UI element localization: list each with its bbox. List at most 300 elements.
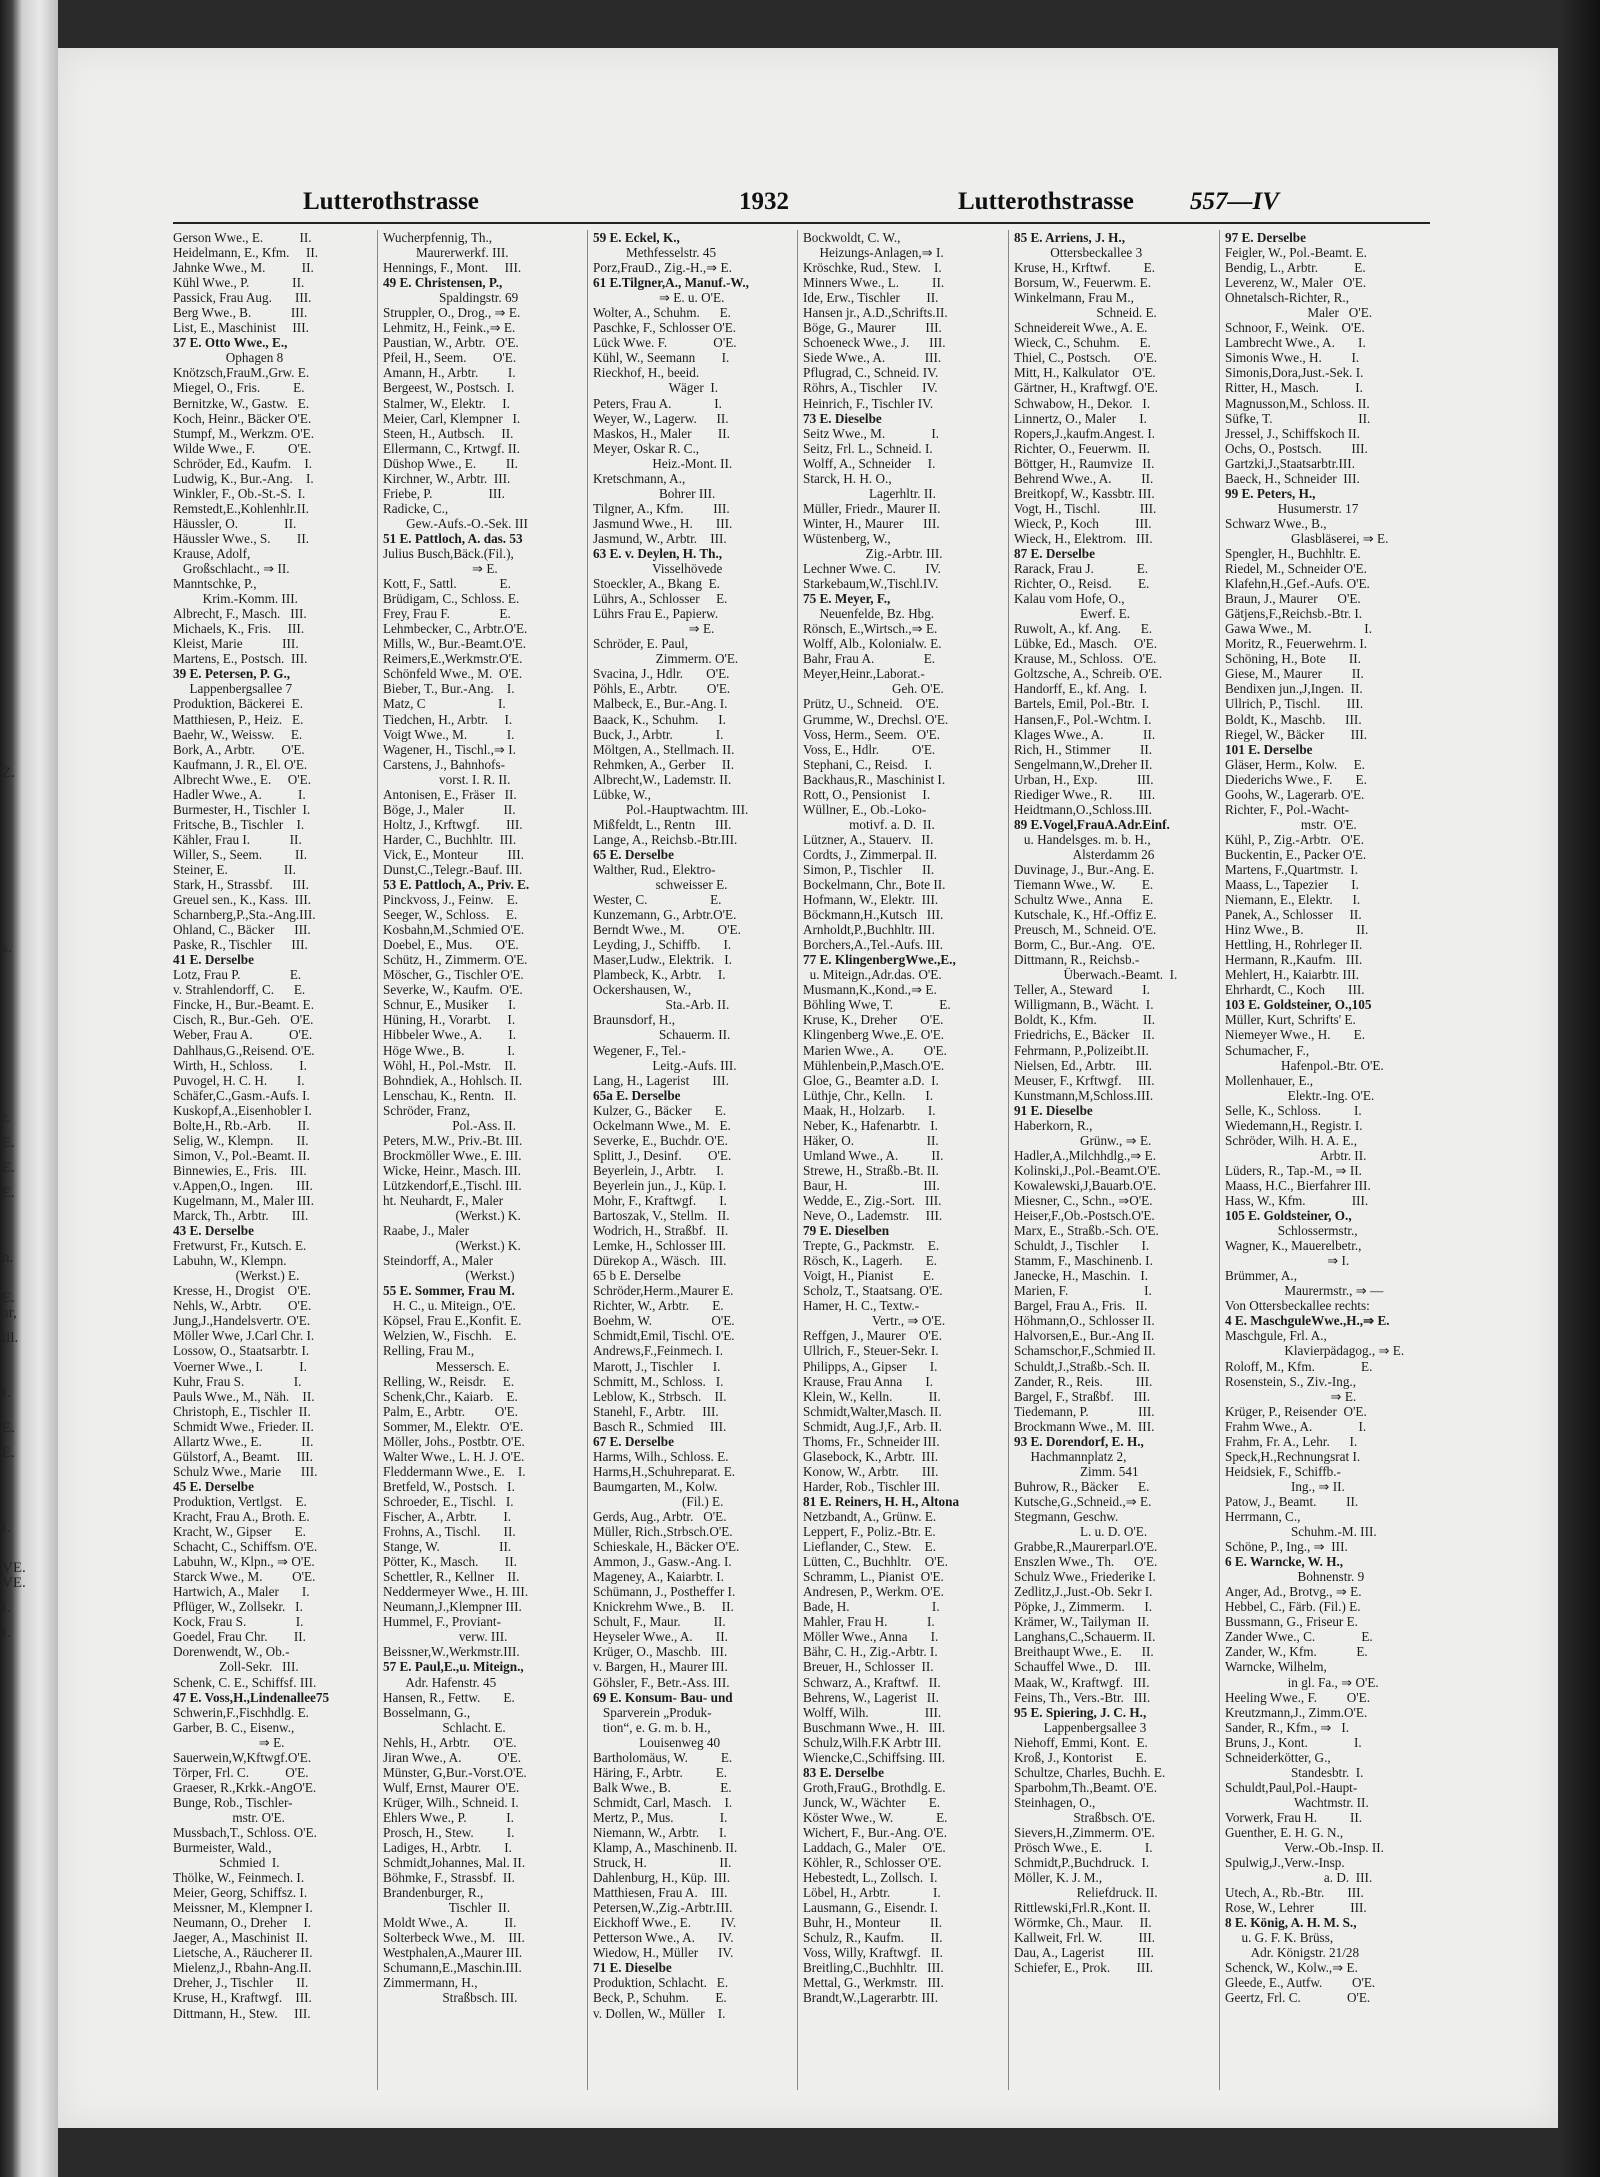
resident-entry: Weyer, W., Lagerw. II. <box>593 410 729 426</box>
resident-entry: Sommer, M., Elektr. O'E. <box>383 1418 524 1434</box>
resident-entry: Kutschale, K., Hf.-Offiz E. <box>1014 907 1157 923</box>
resident-entry: Miesner, C., Schn., ⇒O'E. <box>1014 1193 1153 1208</box>
house-number-heading: 95 E. Spiering, J. C. H., <box>1014 1704 1147 1720</box>
resident-entry: Gleede, E., Autfw. O'E. <box>1225 1975 1376 1991</box>
resident-entry: Borsum, W., Feuerwm. E. <box>1014 275 1151 291</box>
resident-entry: Schenk, C. E., Schiffsf. III. <box>173 1674 317 1690</box>
resident-entry: Wicke, Heinr., Masch. III. <box>383 1162 521 1178</box>
resident-entry: Porz,FrauD., Zig.-H.,⇒ E. <box>593 260 732 276</box>
resident-entry: Hadler,A.,Milchhdlg.,⇒ E. <box>1014 1147 1157 1163</box>
house-number-heading: 87 E. Derselbe <box>1014 545 1095 561</box>
resident-entry: Böge, G., Maurer III. <box>803 320 942 336</box>
resident-entry: Selig, W., Klempn. II. <box>173 1132 309 1148</box>
resident-entry: Riediger Wwe., R. III. <box>1014 786 1156 802</box>
left-margin-fragment: E. <box>2 1135 15 1151</box>
resident-entry: Großschlacht., ⇒ II. <box>173 561 290 577</box>
resident-entry: Jressel, J., Schiffskoch II. <box>1225 425 1360 441</box>
resident-entry: Zimmermann, H., <box>383 1975 478 1991</box>
resident-entry: Pötter, K., Masch. II. <box>383 1554 517 1570</box>
house-number-heading: 61 E.Tilgner,A., Manuf.-W., <box>593 275 749 291</box>
resident-entry: Raabe, J., Maler <box>383 1223 470 1239</box>
resident-entry: Winter, H., Maurer III. <box>803 515 940 531</box>
resident-entry: Starck Wwe., M. O'E. <box>173 1569 316 1585</box>
resident-entry: Bohndiek, A., Hohlsch. II. <box>383 1072 523 1088</box>
resident-entry: Mehlert, H., Kaiarbtr. III. <box>1225 967 1360 983</box>
resident-entry: Behrend Wwe., A. II. <box>1014 470 1154 486</box>
house-number-heading: 105 E. Goldsteiner, O., <box>1225 1208 1352 1224</box>
resident-entry: Reliefdruck. II. <box>1014 1885 1158 1901</box>
resident-entry: Ohland, C., Bäcker III. <box>173 922 311 938</box>
resident-entry: Wolff, A., Schneider I. <box>803 455 936 471</box>
left-margin-fragment: I. <box>2 1520 11 1536</box>
resident-entry: Zoll-Sekr. III. <box>173 1659 299 1675</box>
resident-entry: Carstens, J., Bahnhofs- <box>383 756 505 772</box>
resident-entry: Ullrich, P., Tischl. III. <box>1225 696 1364 712</box>
resident-entry: Relling, Frau M., <box>383 1343 475 1359</box>
resident-entry: Stamm, F., Maschinenb. I. <box>1014 1253 1153 1269</box>
resident-entry: Backhaus,R., Maschinist I. <box>803 771 946 787</box>
resident-entry: Köhler, R., Schlosser O'E. <box>803 1855 942 1871</box>
house-number-heading: 83 E. Derselbe <box>803 1764 884 1780</box>
resident-entry: Steiner, E. II. <box>173 861 296 877</box>
resident-entry: Wüllner, E., Ob.-Loko- <box>803 801 927 817</box>
resident-entry: Marien Wwe., A. O'E. <box>803 1042 947 1058</box>
resident-entry: Ehlers Wwe., P. I. <box>383 1809 514 1825</box>
resident-entry: Böhmke, F., Strassbf. II. <box>383 1870 515 1886</box>
street-title-right: Lutterothstrasse <box>958 188 1134 215</box>
resident-entry: Seitz Wwe., M. I. <box>803 425 940 441</box>
resident-entry: Dahlenburg, H., Küp. III. <box>593 1870 731 1886</box>
resident-entry: Gärtner, H., Kraftwgf. O'E. <box>1014 380 1158 396</box>
resident-entry: u. Miteign.,Adr.das. O'E. <box>803 967 942 983</box>
resident-entry: Tiedchen, H., Arbtr. I. <box>383 711 513 727</box>
directory-column <box>803 230 997 2006</box>
resident-entry: Tiedemann, P. III. <box>1014 1403 1155 1419</box>
house-number-heading: 63 E. v. Deylen, H. Th., <box>593 545 723 561</box>
resident-entry: Laddach, G., Maler O'E. <box>803 1840 946 1856</box>
resident-entry: Koch, Heinr., Bäcker O'E. <box>173 410 312 426</box>
resident-entry: Bartels, Emil, Pol.-Btr. I. <box>1014 696 1150 712</box>
resident-entry: Solterbeck Wwe., M. III. <box>383 1930 525 1946</box>
resident-entry: Röhrs, A., Tischler IV. <box>803 380 938 396</box>
resident-entry: Schröder, E. Paul, <box>593 636 689 652</box>
resident-entry: (Werkst.) E. <box>173 1268 300 1284</box>
resident-entry: Voss, Willy, Kraftwgf. II. <box>803 1945 943 1961</box>
resident-entry: Lützkendorf,E.,Tischl. III. <box>383 1177 522 1193</box>
resident-entry: Wolter, A., Schuhm. E. <box>593 305 731 321</box>
resident-entry: Schöning, H., Bote II. <box>1225 651 1361 667</box>
left-margin-fragment: VE. <box>2 1575 26 1591</box>
resident-entry: Reffgen, J., Maurer O'E. <box>803 1328 943 1344</box>
resident-entry: Ellermann, C., Krtwgf. II. <box>383 440 520 456</box>
resident-entry: Kugelmann, M., Maler III. <box>173 1193 314 1208</box>
resident-entry: Lehmitz, H., Feink.,⇒ E. <box>383 320 516 336</box>
resident-entry: Welzien, W., Fischh. E. <box>383 1328 517 1344</box>
resident-entry: Garber, B. C., Eisenw., <box>173 1719 295 1735</box>
resident-entry: Ritter, H., Masch. I. <box>1225 380 1363 396</box>
resident-entry: Schuhm.-M. III. <box>1225 1524 1377 1540</box>
house-number-heading: 65a E. Derselbe <box>593 1087 681 1103</box>
resident-entry: Schwarz, A., Kraftwf. II. <box>803 1674 941 1690</box>
resident-entry: Kruse, H., Kraftwgf. III. <box>173 1990 312 2006</box>
resident-entry: Möscher, G., Tischler O'E. <box>383 967 524 983</box>
resident-entry: Böckmann,H.,Kutsch III. <box>803 907 944 923</box>
resident-entry: Stange, W. II. <box>383 1539 512 1555</box>
resident-entry: List, E., Maschinist III. <box>173 320 309 336</box>
resident-entry: Schmidt, Aug.J,F., Arb. II. <box>803 1418 942 1434</box>
resident-entry: ht. Neuhardt, F., Maler <box>383 1193 504 1208</box>
resident-entry: Lotz, Frau P. E. <box>173 967 302 983</box>
resident-entry: Lück Wwe. F. O'E. <box>593 335 737 351</box>
resident-entry: Schuldt,Paul,Pol.-Haupt- <box>1225 1779 1358 1795</box>
resident-entry: Visselhövede <box>593 561 723 577</box>
resident-entry: Wagener, H., Tischl.,⇒ I. <box>383 741 516 757</box>
left-margin-fragment: E. <box>2 1160 15 1176</box>
resident-entry: Beyerlein jun., J., Küp. I. <box>593 1177 727 1193</box>
house-number-heading: 57 E. Paul,E.,u. Miteign., <box>383 1659 524 1675</box>
resident-entry: Spulwig,J.,Verw.-Insp. <box>1225 1855 1345 1871</box>
resident-entry: Niehoff, Emmi, Kont. E. <box>1014 1734 1148 1750</box>
resident-entry: Kosbahn,M.,Schmied O'E. <box>383 922 525 938</box>
resident-entry: Junck, W., Wächter E. <box>803 1794 941 1810</box>
resident-entry: Ockershausen, W., <box>593 982 692 998</box>
resident-entry: Dittmann, R., Reichsb.- <box>1014 952 1140 968</box>
resident-entry: Kunzemann, G., Arbtr.O'E. <box>593 907 737 923</box>
house-number-heading: 51 E. Pattloch, A. das. 53 <box>383 530 523 546</box>
resident-entry: Netzbandt, A., Grünw. E. <box>803 1508 937 1524</box>
resident-entry: Grumme, W., Drechsl. O'E. <box>803 711 949 727</box>
resident-entry: Prösch Wwe., E. I. <box>1014 1840 1153 1856</box>
resident-entry: mstr. O'E. <box>1225 816 1357 832</box>
resident-entry: Häussler Wwe., S. II. <box>173 530 310 546</box>
resident-entry: Zander, W., Kfm. E. <box>1225 1644 1368 1660</box>
resident-entry: Schiefer, E., Prok. III. <box>1014 1960 1154 1976</box>
resident-entry: Albrecht, F., Masch. III. <box>173 606 307 622</box>
resident-entry: Maser,Ludw., Elektrik. I. <box>593 952 732 968</box>
resident-entry: Mertz, P., Mus. I. <box>593 1809 728 1825</box>
resident-entry: vorst. I. R. II. <box>383 771 511 787</box>
resident-entry: Höge Wwe., B. I. <box>383 1042 515 1058</box>
resident-entry: Schamschor,F.,Schmied II. <box>1014 1343 1156 1359</box>
resident-entry: Vertr., ⇒ O'E. <box>803 1313 946 1329</box>
resident-entry: Schauffel Wwe., D. III. <box>1014 1659 1151 1675</box>
resident-entry: Klavierpädagog., ⇒ E. <box>1225 1343 1405 1359</box>
resident-entry: Bolte,H., Rb.-Arb. II. <box>173 1117 310 1133</box>
resident-entry: Jaeger, A., Maschinist II. <box>173 1930 308 1946</box>
resident-entry: Knötzsch,FrauM.,Grw. E. <box>173 365 310 381</box>
resident-entry: Friebe, P. III. <box>383 485 505 501</box>
resident-entry: Greuel sen., K., Kass. III. <box>173 892 312 908</box>
resident-entry: Simonis,Dora,Just.-Sek. I. <box>1225 365 1364 381</box>
resident-entry: Bernitzke, W., Gastw. E. <box>173 395 310 411</box>
resident-entry: Schmidt,Johannes, Mal. II. <box>383 1855 526 1871</box>
resident-entry: Scholz, T., Staatsang. O'E. <box>803 1283 943 1299</box>
resident-entry: Schmidt,Walter,Masch. II. <box>803 1403 942 1419</box>
left-margin-fragment: E. <box>2 1185 15 1201</box>
resident-entry: Mahler, Frau H. I. <box>803 1614 935 1630</box>
resident-entry: Brockmann Wwe., M. III. <box>1014 1418 1155 1434</box>
resident-entry: Neddermeyer Wwe., H. III. <box>383 1584 529 1600</box>
resident-entry: Lagerhltr. II. <box>803 485 936 501</box>
resident-entry: Hartwich, A., Maler I. <box>173 1584 310 1600</box>
resident-entry: Splitt, J., Desinf. O'E. <box>593 1147 732 1163</box>
resident-entry: Harder, C., Buchhltr. III. <box>383 831 517 847</box>
resident-entry: Lange, A., Reichsb.-Btr.III. <box>593 831 738 847</box>
resident-entry: Kracht, Frau A., Broth. E. <box>173 1508 310 1524</box>
resident-entry: Pflugrad, C., Schneid. IV. <box>803 365 939 381</box>
resident-entry: Schneid. E. <box>1014 305 1157 321</box>
resident-entry: Wiedow, H., Müller IV. <box>593 1945 734 1961</box>
resident-entry: Maass, H.C., Bierfahrer III. <box>1225 1177 1371 1193</box>
resident-entry: Spaldingstr. 69 <box>383 290 519 306</box>
resident-entry: Borchers,A.,Tel.-Aufs. III. <box>803 937 944 953</box>
resident-entry: Wedde, E., Zig.-Sort. III. <box>803 1193 942 1208</box>
resident-entry: Nehls, H., Arbtr. O'E. <box>383 1734 517 1750</box>
left-margin-fragment: I. <box>2 1625 11 1641</box>
resident-entry: Kretschmann, A., <box>593 470 686 486</box>
resident-entry: Julius Busch,Bäck.(Fil.), <box>383 545 514 561</box>
resident-entry: Remstedt,E.,Kohlenhlr.II. <box>173 500 309 516</box>
resident-entry: (Werkst.) K. <box>383 1208 521 1224</box>
resident-entry: Wegener, F., Tel.- <box>593 1042 686 1058</box>
resident-entry: Heidelmann, E., Kfm. II. <box>173 245 319 261</box>
resident-entry: Eickhoff Wwe., E. IV. <box>593 1915 737 1931</box>
resident-entry: Cisch, R., Bur.-Geh. O'E. <box>173 1012 314 1028</box>
resident-entry: Kaufmann, J. R., El. O'E. <box>173 756 308 772</box>
resident-entry: Steinhagen, O., <box>1014 1794 1096 1810</box>
resident-entry: Kühl, W., Seemann I. <box>593 350 730 366</box>
resident-entry: Ullrich, F., Steuer-Sekr. I. <box>803 1343 939 1359</box>
resident-entry: Ehrhardt, C., Koch III. <box>1225 982 1365 998</box>
resident-entry: Trepte, G., Packmstr. E. <box>803 1238 940 1254</box>
resident-entry: ⇒ E. <box>173 1734 285 1750</box>
resident-entry: Jasmund, W., Arbtr. III. <box>593 530 727 546</box>
resident-entry: ⇒ E. <box>383 561 498 577</box>
resident-entry: Bohrer III. <box>593 485 716 501</box>
resident-entry: Rosenstein, S., Ziv.-Ing., <box>1225 1373 1357 1389</box>
resident-entry: Ludwig, K., Bur.-Ang. I. <box>173 470 314 486</box>
resident-entry: Nehls, W., Arbtr. O'E. <box>173 1298 312 1314</box>
resident-entry: Sengelmann,W.,Dreher II. <box>1014 756 1153 772</box>
resident-entry: Lappenbergsallee 3 <box>1014 1719 1147 1735</box>
resident-entry: Guenther, E. H. G. N., <box>1225 1824 1344 1840</box>
resident-entry: Vick, E., Monteur III. <box>383 846 524 862</box>
resident-entry: Frahm, Fr. A., Lehr. I. <box>1225 1433 1358 1449</box>
resident-entry: Kleist, Marie III. <box>173 636 299 652</box>
resident-entry: Düshop Wwe., E. II. <box>383 455 518 471</box>
resident-entry: Böttger, H., Raumvize II. <box>1014 455 1155 471</box>
resident-entry: Richter, F., Pol.-Wacht- <box>1225 801 1350 817</box>
resident-entry: Beck, P., Schuhm. E. <box>593 1990 727 2006</box>
resident-entry: Wieck, P., Koch III. <box>1014 515 1152 531</box>
resident-entry: Lüders, R., Tap.-M., ⇒ II. <box>1225 1162 1362 1178</box>
resident-entry: Allartz Wwe., E. II. <box>173 1433 314 1449</box>
resident-entry: Albrecht,W., Lademstr. II. <box>593 771 732 787</box>
resident-entry: Tiemann Wwe., W. E. <box>1014 877 1154 893</box>
resident-entry: Schultz Wwe., Anna E. <box>1014 892 1154 908</box>
resident-entry: Dunst,C.,Telegr.-Bauf. III. <box>383 861 523 877</box>
house-number-heading: 73 E. Dieselbe <box>803 410 882 426</box>
house-number-heading: 39 E. Petersen, P. G., <box>173 666 291 682</box>
resident-entry: Rarack, Frau J. E. <box>1014 561 1149 577</box>
resident-entry: Fischer, A., Arbtr. I. <box>383 1508 512 1524</box>
resident-entry: (Fil.) E. <box>593 1493 724 1509</box>
resident-entry: Wester, C. E. <box>593 892 722 908</box>
resident-entry: Miegel, O., Fris. E. <box>173 380 305 396</box>
resident-entry: Hadler Wwe., A. I. <box>173 786 306 802</box>
resident-entry: Schmidt,P.,Buchdruck. I. <box>1014 1855 1150 1871</box>
resident-entry: Kulzer, G., Bäcker E. <box>593 1102 727 1118</box>
resident-entry: Hermann, R.,Kaufm. III. <box>1225 952 1363 968</box>
resident-entry: Lührs Frau E., Papierw. <box>593 606 719 622</box>
resident-entry: Bartoszak, V., Stellm. II. <box>593 1208 730 1224</box>
resident-entry: Winkler, F., Ob.-St.-S. I. <box>173 485 306 501</box>
resident-entry: Gartzki,J.,Staatsarbtr.III. <box>1225 455 1356 471</box>
resident-entry: Cordts, J., Zimmerpal. II. <box>803 846 938 862</box>
resident-entry: Marck, Th., Arbtr. III. <box>173 1208 309 1224</box>
resident-entry: Meier, Carl, Klempner I. <box>383 410 521 426</box>
resident-entry: Handorff, E., kf. Ang. I. <box>1014 681 1148 697</box>
resident-entry: Schenk,Chr., Kaiarb. E. <box>383 1388 518 1404</box>
resident-entry: Schlossermstr., <box>1225 1223 1358 1239</box>
resident-entry: motivf. a. D. II. <box>803 816 935 832</box>
resident-entry: Bunge, Rob., Tischler- <box>173 1794 293 1810</box>
resident-entry: Ottersbeckallee 3 <box>1014 245 1143 261</box>
resident-entry: Giese, M., Maurer II. <box>1225 666 1364 682</box>
house-number-heading: 8 E. König, A. H. M. S., <box>1225 1915 1357 1931</box>
resident-entry: ⇒ E. u. O'E. <box>593 290 725 306</box>
column-separator <box>377 230 378 2090</box>
resident-entry: Buck, J., Arbtr. I. <box>593 726 724 742</box>
resident-entry: Reimers,E.,Werkmstr.O'E. <box>383 651 523 667</box>
street-title-left: Lutterothstrasse <box>303 188 479 215</box>
resident-entry: Vorwerk, Frau H. II. <box>1225 1809 1363 1825</box>
resident-entry: (Werkst.) K. <box>383 1238 521 1254</box>
resident-entry: Niemann, W., Arbtr. I. <box>593 1824 727 1840</box>
resident-entry: Brümmer, A., <box>1225 1268 1297 1284</box>
resident-entry: Schwarz Wwe., B., <box>1225 515 1327 531</box>
resident-entry: Paschke, F., Schlosser O'E. <box>593 320 737 336</box>
resident-entry: Diederichs Wwe., F. E. <box>1225 771 1367 787</box>
resident-entry: Peters, M.W., Priv.-Bt. III. <box>383 1132 523 1148</box>
resident-entry: Willigmann, B., Wächt. I. <box>1014 997 1154 1013</box>
resident-entry: Schulz,Wilh.F.K Arbtr III. <box>803 1734 942 1750</box>
resident-entry: Fincke, H., Bur.-Beamt. E. <box>173 997 315 1013</box>
resident-entry: Beyerlein, J., Arbtr. I. <box>593 1162 724 1178</box>
resident-entry: Bockwoldt, C. W., <box>803 230 901 245</box>
resident-entry: Voerner Wwe., I. I. <box>173 1358 307 1374</box>
resident-entry: Hansen, R., Fettw. E. <box>383 1689 515 1705</box>
resident-entry: v.Appen,O., Ingen. III. <box>173 1177 313 1193</box>
resident-entry: Wodrich, H., Straßbf. II. <box>593 1223 729 1239</box>
resident-entry: Riedel, M., Schneider O'E. <box>1225 561 1367 577</box>
resident-entry: Kühl, P., Zig.-Arbtr. O'E. <box>1225 831 1365 847</box>
house-number-heading: 4 E. MaschguleWwe.,H.,⇒ E. <box>1225 1313 1390 1329</box>
resident-entry: Sparbohm,Th.,Beamt. O'E. <box>1014 1779 1158 1795</box>
resident-entry: Hofmann, W., Elektr. III. <box>803 892 939 908</box>
resident-entry: ⇒ I. <box>1225 1253 1350 1269</box>
resident-entry: Kalau vom Hofe, O., <box>1014 591 1125 607</box>
resident-entry: Verw.-Ob.-Insp. II. <box>1225 1840 1384 1856</box>
resident-entry: Überwach.-Beamt. I. <box>1014 967 1178 983</box>
resident-entry: Gew.-Aufs.-O.-Sek. III <box>383 515 528 531</box>
resident-entry: Schmidt, Carl, Masch. I. <box>593 1794 733 1810</box>
resident-entry: Marott, J., Tischler I. <box>593 1358 721 1374</box>
resident-entry: Wagner, K., Mauerelbetr., <box>1225 1238 1362 1254</box>
resident-entry: Preusch, M., Schneid. O'E. <box>1014 922 1157 938</box>
resident-entry: Schnoor, F., Weink. O'E. <box>1225 320 1365 336</box>
resident-entry: Pol.-Hauptwachtm. III. <box>593 801 749 817</box>
resident-entry: Adr. Hafenstr. 45 <box>383 1674 497 1690</box>
resident-entry: Dürekop A., Wäsch. III. <box>593 1253 727 1269</box>
left-margin-fragment: VE. <box>2 1560 26 1576</box>
resident-entry: L. u. D. O'E. <box>1014 1524 1148 1540</box>
resident-entry: Bähr, C. H., Zig.-Arbtr. I. <box>803 1644 938 1660</box>
resident-entry: Duvinage, J., Bur.-Ang. E. <box>1014 861 1155 877</box>
resident-entry: Pflüger, W., Zollsekr. I. <box>173 1599 303 1615</box>
resident-entry: Baumgarten, M., Kolw. <box>593 1478 718 1494</box>
resident-entry: Harms, Wilh., Schloss. E. <box>593 1448 729 1464</box>
house-number-heading: 101 E. Derselbe <box>1225 741 1313 757</box>
resident-entry: Selle, K., Schloss. I. <box>1225 1102 1362 1118</box>
resident-entry: Klamp, A., Maschinenb. II. <box>593 1840 738 1856</box>
resident-entry: Harder, Rob., Tischler III. <box>803 1478 940 1494</box>
resident-entry: Andresen, P., Werkm. O'E. <box>803 1584 944 1600</box>
resident-entry: Lappenbergsallee 7 <box>173 681 293 697</box>
resident-entry: Süfke, T. II. <box>1225 410 1371 426</box>
resident-entry: Richter, O., Reisd. E. <box>1014 576 1150 592</box>
resident-entry: Philipps, A., Gipser I. <box>803 1358 938 1374</box>
resident-entry: Straßbsch. III. <box>383 1990 518 2006</box>
resident-entry: Pöhls, E., Arbtr. O'E. <box>593 681 731 697</box>
resident-entry: Boldt, K., Kfm. II. <box>1014 1012 1156 1028</box>
resident-entry: Baehr, W., Weissw. E. <box>173 726 303 742</box>
resident-entry: Möller, K. J. M., <box>1014 1870 1103 1886</box>
resident-entry: Schuldt, J., Tischler I. <box>1014 1238 1150 1254</box>
resident-entry: Wirth, H., Schloss. I. <box>173 1057 307 1073</box>
resident-entry: Jahnke Wwe., M. II. <box>173 260 314 276</box>
resident-entry: Klages Wwe., A. II. <box>1014 726 1156 742</box>
resident-entry: Binnewies, E., Fris. III. <box>173 1162 307 1178</box>
resident-entry: Hinz Wwe., B. II. <box>1225 922 1369 938</box>
resident-entry: Wucherpfennig, Th., <box>383 230 493 245</box>
resident-entry: Janecke, H., Maschin. I. <box>1014 1268 1149 1284</box>
resident-entry: Produktion, Vertlgst. E. <box>173 1493 307 1509</box>
resident-entry: Maskos, H., Maler II. <box>593 425 730 441</box>
house-number-heading: 103 E. Goldsteiner, O.,105 <box>1225 997 1372 1013</box>
resident-entry: Krüger, P., Reisender O'E. <box>1225 1403 1367 1419</box>
resident-entry: Leppert, F., Poliz.-Btr. E. <box>803 1524 936 1540</box>
resident-entry: Hansen,F., Pol.-Wchtm. I. <box>1014 711 1152 727</box>
resident-entry: Niemeyer Wwe., H. E. <box>1225 1027 1366 1043</box>
resident-entry: Bade, H. I. <box>803 1599 940 1615</box>
resident-entry: Heinrich, F., Tischler IV. <box>803 395 934 411</box>
resident-entry: Kuskopf,A.,Eisenhobler I. <box>173 1102 312 1118</box>
resident-entry: Arnholdt,P.,Buchhltr. III. <box>803 922 935 938</box>
resident-entry: Rich, H., Stimmer II. <box>1014 741 1153 757</box>
resident-entry: Schröder, Ed., Kaufm. I. <box>173 455 313 471</box>
resident-entry: Krause, Adolf, <box>173 545 251 561</box>
resident-entry: Klafehn,H.,Gef.-Aufs. O'E. <box>1225 576 1370 592</box>
resident-entry: Voss, Herm., Seem. O'E. <box>803 726 940 742</box>
resident-entry: Tischler II. <box>383 1900 511 1916</box>
resident-entry: Ruwolt, A., kf. Ang. E. <box>1014 621 1153 637</box>
scan-border <box>1560 0 1600 2177</box>
directory-column <box>593 230 787 2021</box>
resident-entry: Rose, W., Lehrer III. <box>1225 1900 1367 1916</box>
resident-entry: Maurermstr., ⇒ — <box>1225 1283 1384 1299</box>
resident-entry: Berndt Wwe., M. O'E. <box>593 922 741 938</box>
